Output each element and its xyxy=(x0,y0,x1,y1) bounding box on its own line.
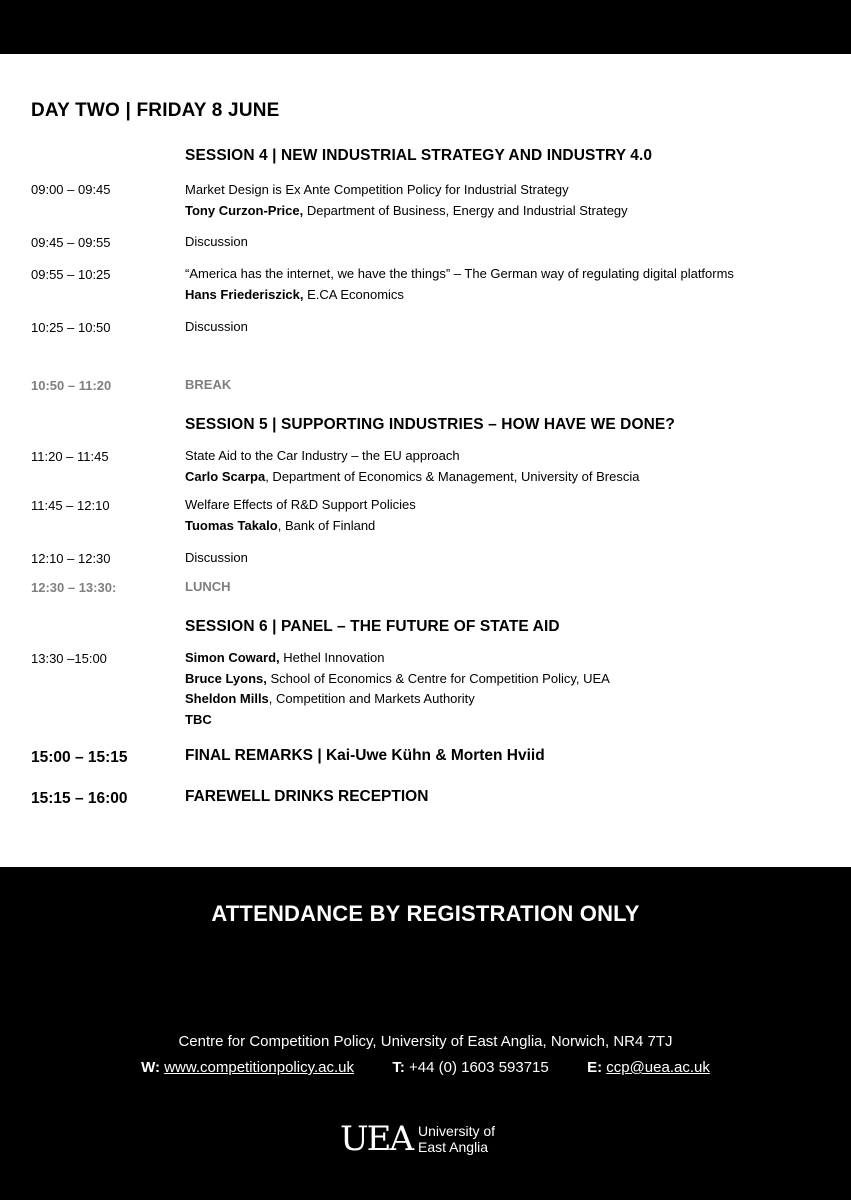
speaker-name: Tony Curzon-Price, xyxy=(185,202,304,218)
panelist-name: Simon Coward, xyxy=(185,650,280,665)
panelist-name: Sheldon Mills xyxy=(185,691,269,706)
talk-title: “America has the internet, we have the things” – The German way of regulating digital platforms xyxy=(185,266,734,281)
farewell-time: 15:15 – 16:00 xyxy=(31,790,128,807)
top-black-bar xyxy=(0,0,851,54)
session-5-title: SESSION 5 | SUPPORTING INDUSTRIES – HOW HAVE WE DONE? xyxy=(185,416,675,433)
speaker-affiliation: , Bank of Finland xyxy=(277,517,376,533)
session-4-item-2 xyxy=(185,232,248,253)
session-4-item-3 xyxy=(185,264,734,305)
speaker-name: Carlo Scarpa xyxy=(185,468,266,484)
website-link[interactable]: www.competitionpolicy.ac.uk xyxy=(164,1059,354,1076)
day-title: DAY TWO | FRIDAY 8 JUNE xyxy=(31,100,280,121)
footer xyxy=(0,867,851,1200)
session-4-item-4 xyxy=(185,317,248,338)
talk-title: Welfare Effects of R&D Support Policies xyxy=(185,497,416,512)
session-5-time-1: 11:20 – 11:45 xyxy=(31,449,109,464)
session-6-time: 13:30 –15:00 xyxy=(31,651,107,666)
panelist-name: TBC xyxy=(185,711,212,727)
panelist xyxy=(185,710,610,731)
session-6-panelists xyxy=(185,648,610,730)
web-label: W: xyxy=(141,1059,161,1076)
session-4-time-2: 09:45 – 09:55 xyxy=(31,235,111,250)
speaker-name: Tuomas Takalo xyxy=(185,517,278,533)
final-remarks-time: 15:00 – 15:15 xyxy=(31,749,128,766)
speaker-affiliation: E.CA Economics xyxy=(303,286,404,302)
break-label: BREAK xyxy=(185,377,232,392)
lunch-label: LUNCH xyxy=(185,579,231,594)
panelist-name: Bruce Lyons, xyxy=(185,670,267,686)
session-5-time-3: 12:10 – 12:30 xyxy=(31,551,111,566)
session-4-item-1 xyxy=(185,180,628,221)
session-4-title: SESSION 4 | NEW INDUSTRIAL STRATEGY AND INDUSTRY 4.0 xyxy=(185,147,653,164)
speaker-name: Hans Friederiszick, xyxy=(185,286,304,302)
talk-title: State Aid to the Car Industry – the EU approach xyxy=(185,448,460,463)
uea-logo-text xyxy=(418,1123,495,1155)
session-4-time-4: 10:25 – 10:50 xyxy=(31,320,111,335)
phone-label: T: xyxy=(392,1059,405,1076)
address: Centre for Competition Policy, University of East Anglia, Norwich, NR4 7TJ xyxy=(178,1033,673,1050)
panelist xyxy=(185,689,610,710)
talk-title: Discussion xyxy=(185,550,248,565)
talk-title: Market Design is Ex Ante Competition Policy for Industrial Strategy xyxy=(185,182,569,197)
panelist-affiliation: Hethel Innovation xyxy=(279,650,385,665)
break-time: 10:50 – 11:20 xyxy=(31,378,112,393)
uea-logo-mark: UEA xyxy=(340,1119,413,1159)
logo-line-1: University of xyxy=(418,1123,496,1139)
logo-line-2: East Anglia xyxy=(418,1139,489,1155)
phone-number: +44 (0) 1603 593715 xyxy=(409,1059,549,1076)
session-5-item-1 xyxy=(185,446,639,487)
contact-line xyxy=(0,1059,851,1076)
session-4-time-1: 09:00 – 09:45 xyxy=(31,182,111,197)
final-remarks-label: FINAL REMARKS | Kai-Uwe Kühn & Morten Hviid xyxy=(185,747,545,764)
email-link[interactable]: ccp@uea.ac.uk xyxy=(606,1059,710,1076)
lunch-time: 12:30 – 13:30: xyxy=(31,580,117,595)
session-5-time-2: 11:45 – 12:10 xyxy=(31,498,110,513)
panelist-affiliation: , Competition and Markets Authority xyxy=(268,691,475,706)
attendance-notice: ATTENDANCE BY REGISTRATION ONLY xyxy=(211,901,640,926)
session-5-item-2 xyxy=(185,495,416,536)
talk-title: Discussion xyxy=(185,319,248,334)
session-4-time-3: 09:55 – 10:25 xyxy=(31,267,111,282)
session-5-item-3 xyxy=(185,548,248,569)
farewell-label: FAREWELL DRINKS RECEPTION xyxy=(185,788,429,805)
panelist xyxy=(185,648,610,669)
uea-logo xyxy=(340,1119,495,1159)
speaker-affiliation: , Department of Economics & Management, University of Brescia xyxy=(265,468,640,484)
email-label: E: xyxy=(587,1059,603,1076)
talk-title: Discussion xyxy=(185,234,248,249)
session-6-title: SESSION 6 | PANEL – THE FUTURE OF STATE AID xyxy=(185,618,560,635)
panelist xyxy=(185,669,610,690)
panelist-affiliation: School of Economics & Centre for Competition Policy, UEA xyxy=(266,670,610,686)
speaker-affiliation: Department of Business, Energy and Industrial Strategy xyxy=(303,202,628,218)
